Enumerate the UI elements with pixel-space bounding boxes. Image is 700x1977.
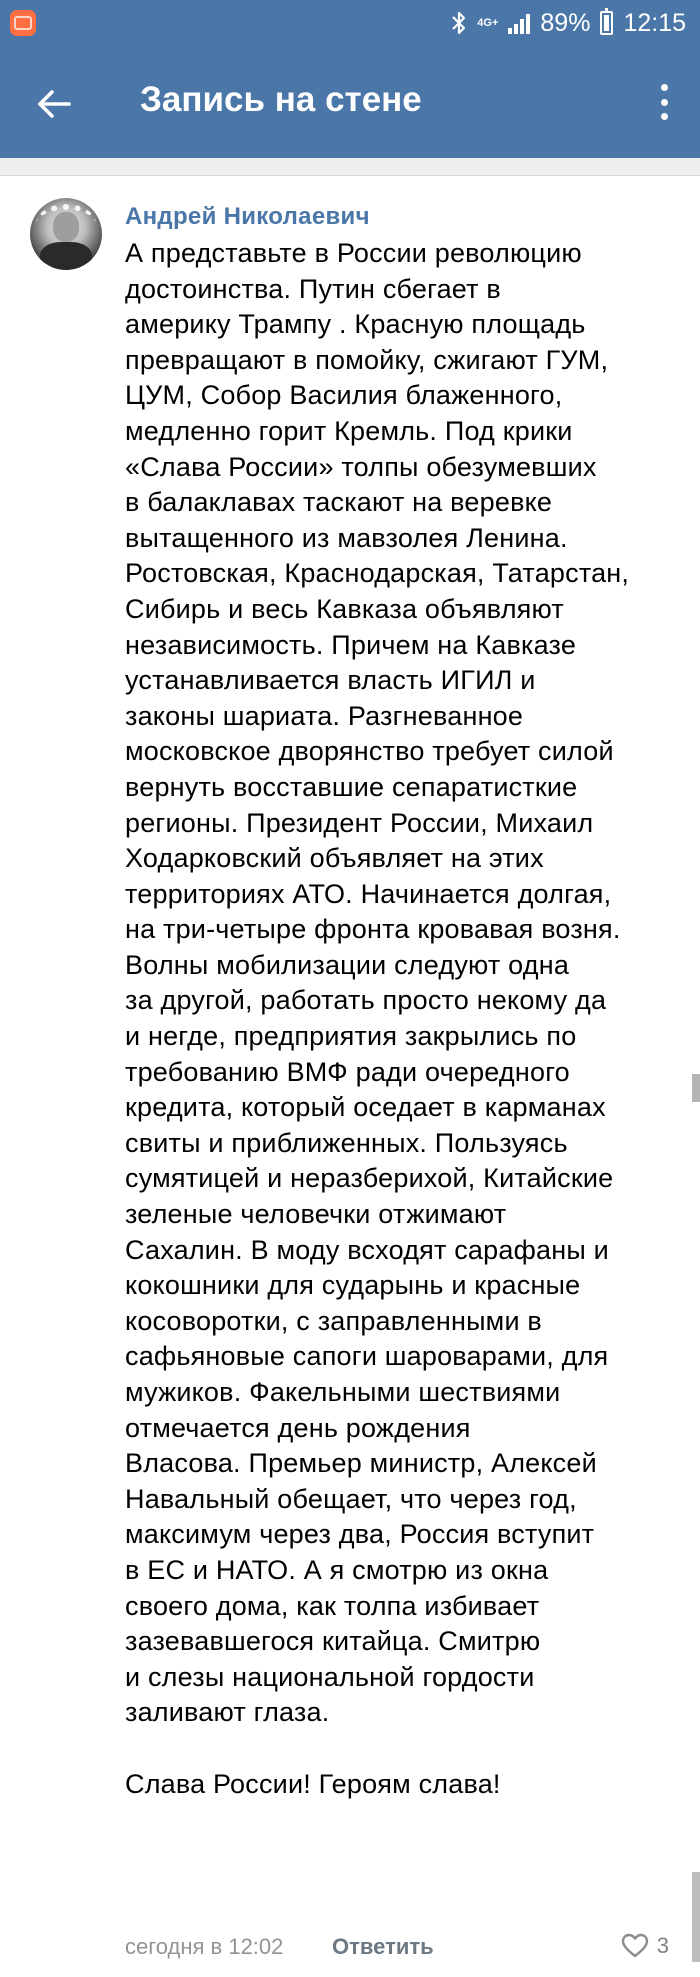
comment-line: ЦУМ, Собор Василия блаженного, <box>125 380 563 411</box>
comment-line: независимость. Причем на Кавказе <box>125 629 577 660</box>
status-indicators <box>451 0 686 46</box>
comment-author[interactable]: Андрей Николаевич <box>125 203 370 230</box>
comment-line: за другой, работать просто некому да <box>125 985 607 1016</box>
comment-line: америку Трампу . Красную площадь <box>125 309 586 340</box>
comment-line: свиты и приближенных. Пользуясь <box>125 1127 568 1158</box>
comment-line: вернуть восставшие сепаратисткие <box>125 771 578 802</box>
comment-line: Ростовская, Краснодарская, Татарстан, <box>125 558 630 589</box>
bluetooth-icon <box>451 10 467 36</box>
comment-line: своего дома, как толпа избивает <box>125 1590 540 1621</box>
status-time: 12:15 <box>623 8 686 37</box>
signal-icon <box>508 12 530 34</box>
comment-line: медленно горит Кремль. Под крики <box>125 415 573 446</box>
battery-icon <box>600 11 613 35</box>
comment-line: Сибирь и весь Кавказа объявляют <box>125 593 564 624</box>
comment-line: Волны мобилизации следуют одна <box>125 949 570 980</box>
comment-text <box>125 236 685 1802</box>
comment-line: территориях АТО. Начинается долгая, <box>125 878 612 909</box>
more-vertical-icon <box>661 84 668 91</box>
comment-line: отмечается день рождения <box>125 1412 471 1443</box>
battery-percent: 89% <box>540 8 591 37</box>
back-button[interactable] <box>26 76 82 132</box>
more-options-button[interactable] <box>650 80 678 124</box>
like-button[interactable] <box>621 1931 669 1961</box>
page-title: Запись на стене <box>140 80 422 119</box>
status-bar <box>0 0 700 46</box>
comment-line: превращают в помойку, сжигают ГУМ, <box>125 344 609 375</box>
network-type-label: 4G+ <box>477 16 499 29</box>
app-bar <box>0 46 700 158</box>
comment-line: требованию ВМФ ради очередного <box>125 1056 570 1087</box>
comment-line: и негде, предприятия закрылись по <box>125 1021 577 1052</box>
scroll-indicator-bottom[interactable] <box>692 1872 700 1962</box>
arrow-back-icon <box>37 89 71 119</box>
comment-line: заливают глаза. <box>125 1697 330 1728</box>
comment-line: в балаклавах таскают на веревке <box>125 487 553 518</box>
header-divider <box>0 158 700 176</box>
comment-line: и слезы национальной гордости <box>125 1661 535 1692</box>
comment-line: «Слава России» толпы обезумевших <box>125 451 597 482</box>
comment-line: кредита, который оседает в карманах <box>125 1092 606 1123</box>
comment-line: зеленые человечки отжимают <box>125 1199 507 1230</box>
comment-line: Ходарковский объявляет на этих <box>125 843 544 874</box>
like-count: 3 <box>656 1933 669 1958</box>
comment-line: регионы. Президент России, Михаил <box>125 807 594 838</box>
scroll-indicator[interactable] <box>692 1074 700 1102</box>
paragraph-gap <box>125 1731 685 1767</box>
heart-outline-icon <box>621 1933 649 1959</box>
comment-line: устанавливается власть ИГИЛ и <box>125 665 536 696</box>
comment-line: максимум через два, Россия вступит <box>125 1519 595 1550</box>
comment-line: мужиков. Факельными шествиями <box>125 1377 561 1407</box>
comment-line: в ЕС и НАТО. А я смотрю из окна <box>125 1554 549 1585</box>
comment-line: московское дворянство требует силой <box>125 736 614 767</box>
comment-line: сафьяновые сапоги шароварами, для <box>125 1341 609 1372</box>
comment-line: законы шариата. Разгневанное <box>125 700 524 731</box>
reply-button[interactable]: Ответить <box>332 1934 434 1959</box>
comment-line: А представьте в России революцию <box>125 238 582 268</box>
comment-line: вытащенного из мавзолея Ленина. <box>125 522 568 553</box>
comment-line: достоинства. Путин сбегает в <box>125 273 501 304</box>
comment-line: Власова. Премьер министр, Алексей <box>125 1448 597 1479</box>
notification-app-icon <box>10 10 36 36</box>
comment-line: на три-четыре фронта кровавая возня. <box>125 914 621 945</box>
comment-closing-line: Слава России! Героям слава! <box>125 1768 501 1799</box>
avatar[interactable] <box>30 198 102 270</box>
comment-line: сумятицей и неразберихой, Китайские <box>125 1163 614 1194</box>
comment-timestamp: сегодня в 12:02 <box>125 1934 284 1959</box>
comment-meta <box>125 1932 685 1962</box>
comment-line: зазевавшегося китайца. Смитрю <box>125 1626 541 1657</box>
comment-line: косоворотки, с заправленными в <box>125 1305 542 1336</box>
comment-line: Сахалин. В моду всходят сарафаны и <box>125 1234 609 1265</box>
comment-line: кокошники для сударынь и красные <box>125 1270 581 1301</box>
comment-line: Навальный обещает, что через год, <box>125 1483 577 1514</box>
